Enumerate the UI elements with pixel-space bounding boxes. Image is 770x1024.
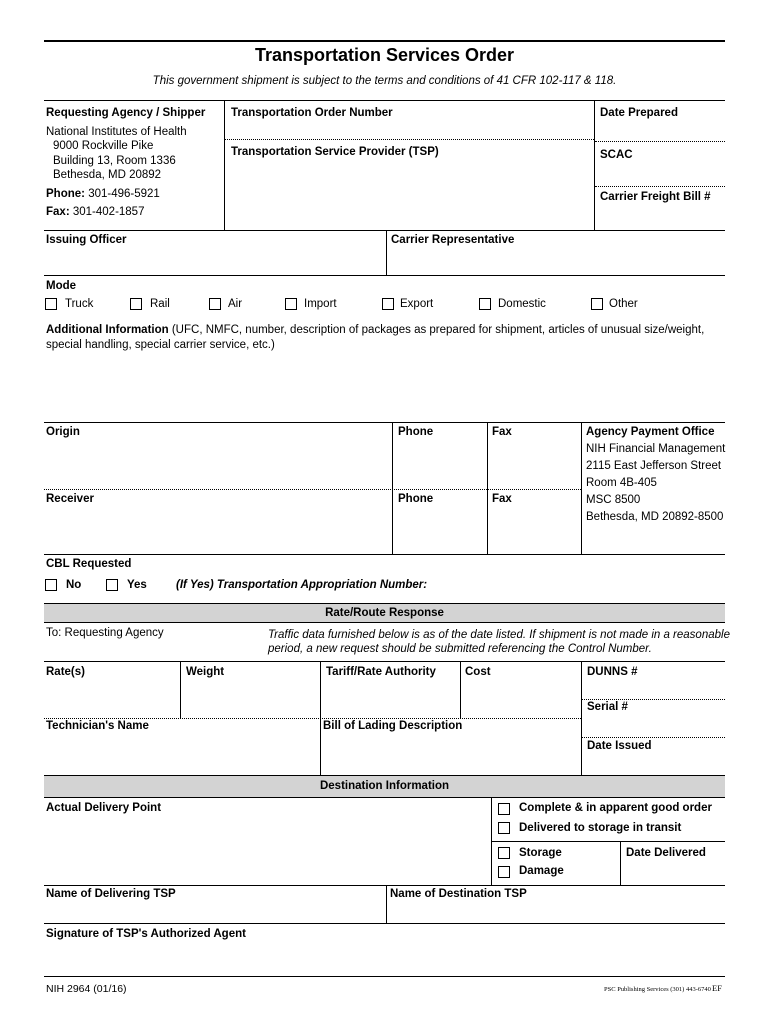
divider (581, 661, 582, 775)
mode-rail-checkbox[interactable] (130, 298, 142, 310)
payment-line2: 2115 East Jefferson Street (586, 460, 722, 472)
origin-phone-label: Phone (398, 426, 434, 438)
mode-export-checkbox[interactable] (382, 298, 394, 310)
cbl-label: CBL Requested (46, 558, 132, 570)
divider (460, 661, 461, 718)
divider (44, 718, 581, 719)
mode-other-label: Other (609, 298, 638, 310)
technician-label: Technician's Name (46, 720, 149, 732)
carrier-rep-label: Carrier Representative (391, 234, 515, 246)
mode-other-checkbox[interactable] (591, 298, 603, 310)
divider (225, 139, 594, 140)
rates-label: Rate(s) (46, 666, 85, 678)
destination-tsp-label: Name of Destination TSP (390, 888, 527, 900)
mode-import-label: Import (304, 298, 337, 310)
traffic-note-line2: period, a new request should be submitted referencing the Control Number. (268, 643, 652, 655)
agency-line3: Building 13, Room 1336 (53, 155, 176, 167)
divider (44, 885, 725, 886)
cost-label: Cost (465, 666, 491, 678)
damage-label: Damage (519, 865, 564, 877)
delivery-point-label: Actual Delivery Point (46, 802, 162, 814)
mode-air-checkbox[interactable] (209, 298, 221, 310)
divider (491, 841, 725, 842)
destination-header: Destination Information (44, 775, 725, 798)
rate-route-header: Rate/Route Response (44, 603, 725, 623)
form-subtitle: This government shipment is subject to the terms and conditions of 41 CFR 102-117 & 118. (152, 75, 617, 87)
mode-import-checkbox[interactable] (285, 298, 297, 310)
divider (44, 275, 725, 276)
payment-line4: MSC 8500 (586, 494, 641, 506)
payment-line1: NIH Financial Management (586, 443, 726, 455)
divider (581, 737, 725, 738)
receiver-fax-label: Fax (492, 493, 512, 505)
freight-bill-label: Carrier Freight Bill # (600, 191, 711, 203)
form-title: Transportation Services Order (254, 45, 515, 65)
payment-line5: Bethesda, MD 20892-8500 (586, 511, 724, 523)
mode-truck-label: Truck (65, 298, 94, 310)
complete-label: Complete & in apparent good order (519, 802, 712, 814)
agency-line1: National Institutes of Health (46, 126, 187, 138)
divider (224, 100, 225, 230)
agency-phone: Phone: 301-496-5921 (46, 188, 160, 200)
mode-truck-checkbox[interactable] (45, 298, 57, 310)
date-delivered-label: Date Delivered (626, 847, 706, 859)
agency-line2: 9000 Rockville Pike (53, 140, 154, 152)
divider (620, 841, 621, 885)
storage-transit-label: Delivered to storage in transit (519, 822, 682, 834)
divider (487, 422, 488, 554)
cbl-no-checkbox[interactable] (45, 579, 57, 591)
divider (386, 885, 387, 923)
mode-domestic-label: Domestic (498, 298, 546, 310)
top-rule (44, 40, 725, 42)
receiver-label: Receiver (46, 493, 94, 505)
bol-label: Bill of Lading Description (323, 720, 463, 732)
storage-transit-checkbox[interactable] (498, 822, 510, 834)
to-requesting-agency: To: Requesting Agency (46, 627, 164, 639)
divider (595, 141, 725, 142)
order-number-label: Transportation Order Number (231, 107, 393, 119)
complete-checkbox[interactable] (498, 803, 510, 815)
cbl-yes-checkbox[interactable] (106, 579, 118, 591)
publisher-note: PSC Publishing Services (301) 443-6740 (604, 986, 711, 993)
divider (44, 923, 725, 924)
header-rule (44, 100, 725, 101)
serial-label: Serial # (587, 701, 628, 713)
cbl-no-label: No (66, 579, 82, 591)
divider (44, 422, 725, 423)
divider (581, 422, 582, 554)
divider (594, 100, 595, 230)
additional-info: Additional Information (UFC, NMFC, number, description of packages as prepared for shipment, articles of unusual size/weight, (46, 324, 705, 336)
divider (595, 186, 725, 187)
tsp-label: Transportation Service Provider (TSP) (231, 146, 439, 158)
cbl-yes-label: Yes (127, 579, 147, 591)
storage-label: Storage (519, 847, 562, 859)
mode-air-label: Air (228, 298, 243, 310)
traffic-note-line1: Traffic data furnished below is as of the date listed. If shipment is not made in a reasonable (268, 629, 730, 641)
storage-checkbox[interactable] (498, 847, 510, 859)
signature-label: Signature of TSP's Authorized Agent (46, 928, 246, 940)
mode-domestic-checkbox[interactable] (479, 298, 491, 310)
divider (44, 554, 725, 555)
agency-fax: Fax: 301-402-1857 (46, 206, 145, 218)
mode-export-label: Export (400, 298, 434, 310)
weight-label: Weight (186, 666, 225, 678)
ef-mark: EF (712, 983, 722, 993)
divider (386, 230, 387, 275)
tariff-label: Tariff/Rate Authority (326, 666, 436, 678)
divider (44, 489, 581, 490)
receiver-phone-label: Phone (398, 493, 434, 505)
payment-line3: Room 4B-405 (586, 477, 657, 489)
date-prepared-label: Date Prepared (600, 107, 678, 119)
scac-label: SCAC (600, 149, 633, 161)
delivering-tsp-label: Name of Delivering TSP (46, 888, 176, 900)
form-number: NIH 2964 (01/16) (46, 983, 127, 995)
divider (44, 230, 725, 231)
dunns-label: DUNNS # (587, 666, 638, 678)
additional-info-line2: special handling, special carrier service, etc.) (46, 339, 275, 351)
footer-rule (44, 976, 725, 977)
mode-label: Mode (46, 280, 77, 292)
requesting-agency-label: Requesting Agency / Shipper (46, 107, 206, 119)
date-issued-label: Date Issued (587, 740, 652, 752)
divider (44, 661, 725, 662)
appropriation-label: (If Yes) Transportation Appropriation Number: (176, 579, 428, 591)
divider (180, 661, 181, 718)
divider (581, 699, 725, 700)
payment-office-label: Agency Payment Office (586, 426, 715, 438)
mode-rail-label: Rail (150, 298, 170, 310)
origin-fax-label: Fax (492, 426, 512, 438)
divider (392, 422, 393, 554)
issuing-officer-label: Issuing Officer (46, 234, 127, 246)
damage-checkbox[interactable] (498, 866, 510, 878)
origin-label: Origin (46, 426, 80, 438)
agency-line4: Bethesda, MD 20892 (53, 169, 162, 181)
